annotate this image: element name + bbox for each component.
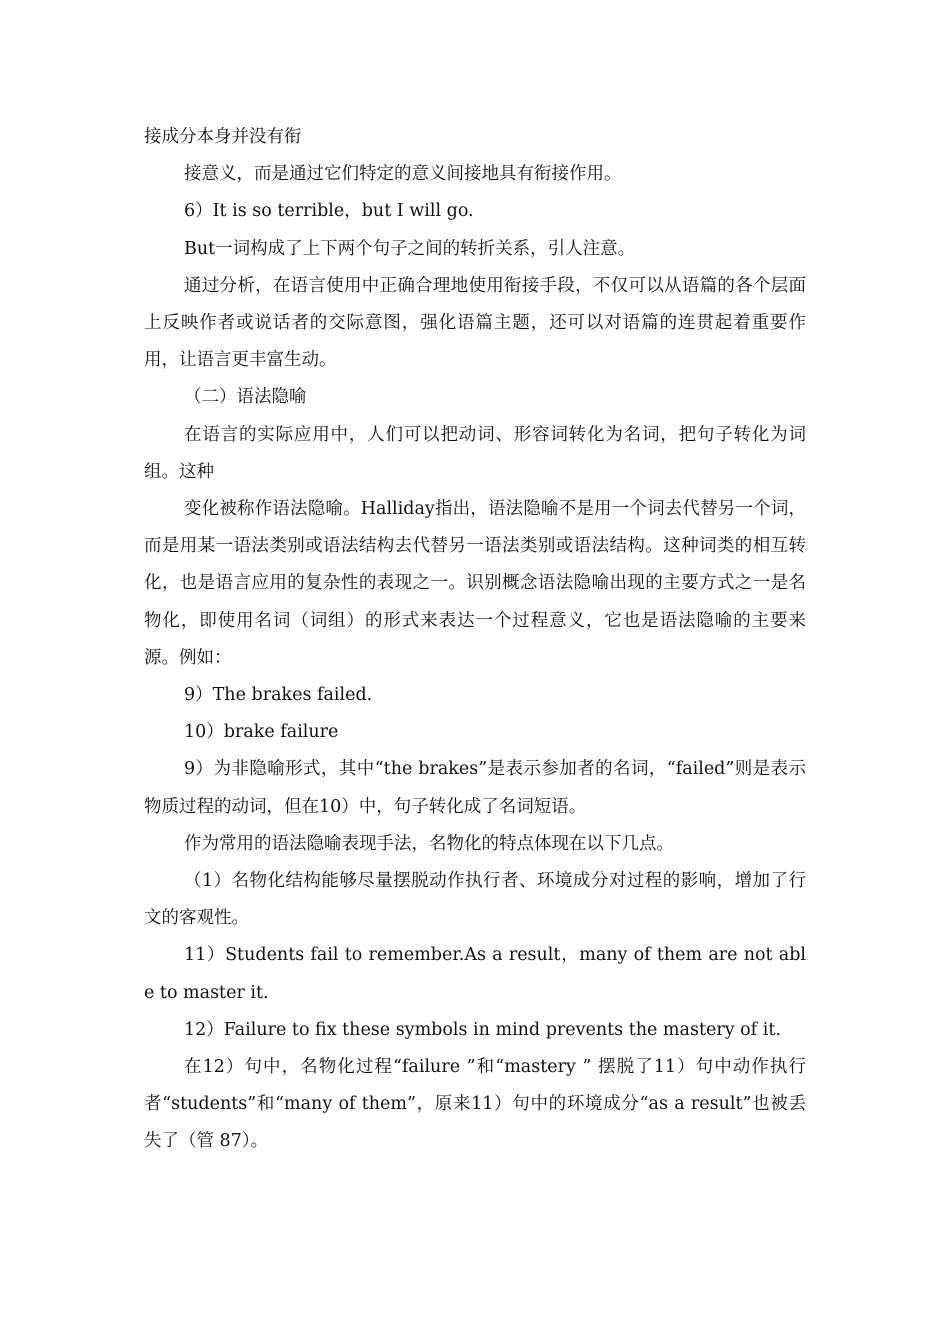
paragraph: 在语言的实际应用中，人们可以把动词、形容词转化为名词，把句子转化为词组。这种: [144, 424, 806, 482]
paragraph: But一词构成了上下两个句子之间的转折关系，引人注意。: [184, 238, 636, 259]
paragraph: 接成分本身并没有衔: [144, 127, 302, 147]
example-sentence: 11）Students fail to remember.As a result，many of them are not able to master it.: [144, 945, 806, 1003]
paragraph: 变化被称作语法隐喻。Halliday指出，语法隐喻不是用一个词去代替另一个词，而是用某一语法类别或语法结构去代替另一语法类别或语法结构。这种词类的相互转化，也是语言应用的复杂性的表现之一。识别概念语法隐喻出现的主要方式之一是名物化，即使用名词（词组）的形式来表达一个过程意义，它也是语法隐喻的主要来源。例如：: [144, 499, 806, 668]
list-point: （1）名物化结构能够尽量摆脱动作执行者、环境成分对过程的影响，增加了行文的客观性。: [144, 871, 806, 929]
paragraph: 接意义，而是通过它们特定的意义间接地具有衔接作用。: [184, 164, 622, 185]
section-heading: （二）语法隐喻: [184, 387, 307, 408]
example-sentence: 9）The brakes failed.: [184, 685, 373, 706]
example-sentence: 12）Failure to fix these symbols in mind prevents the mastery of it.: [184, 1019, 781, 1040]
paragraph: 作为常用的语法隐喻表现手法，名物化的特点体现在以下几点。: [184, 833, 674, 854]
example-sentence: 6）It is so terrible，but I will go.: [184, 201, 474, 222]
paragraph: 9）为非隐喻形式，其中“the brakes”是表示参加者的名词，“failed”则是表示物质过程的动词，但在10）中，句子转化成了名词短语。: [144, 759, 806, 817]
paragraph: 在12）句中，名物化过程“failure ”和“mastery ” 摆脱了11）句中动作执行者“students”和“many of them”，原来11）句中的环境成分“as a result”也被丢失了（管 87）。: [144, 1057, 806, 1152]
paragraph: 通过分析，在语言使用中正确合理地使用衔接手段，不仅可以从语篇的各个层面上反映作者或说话者的交际意图，强化语篇主题，还可以对语篇的连贯起着重要作用，让语言更丰富生动。: [144, 275, 806, 371]
document-body: [144, 119, 806, 1161]
example-sentence: 10）brake failure: [184, 722, 339, 743]
